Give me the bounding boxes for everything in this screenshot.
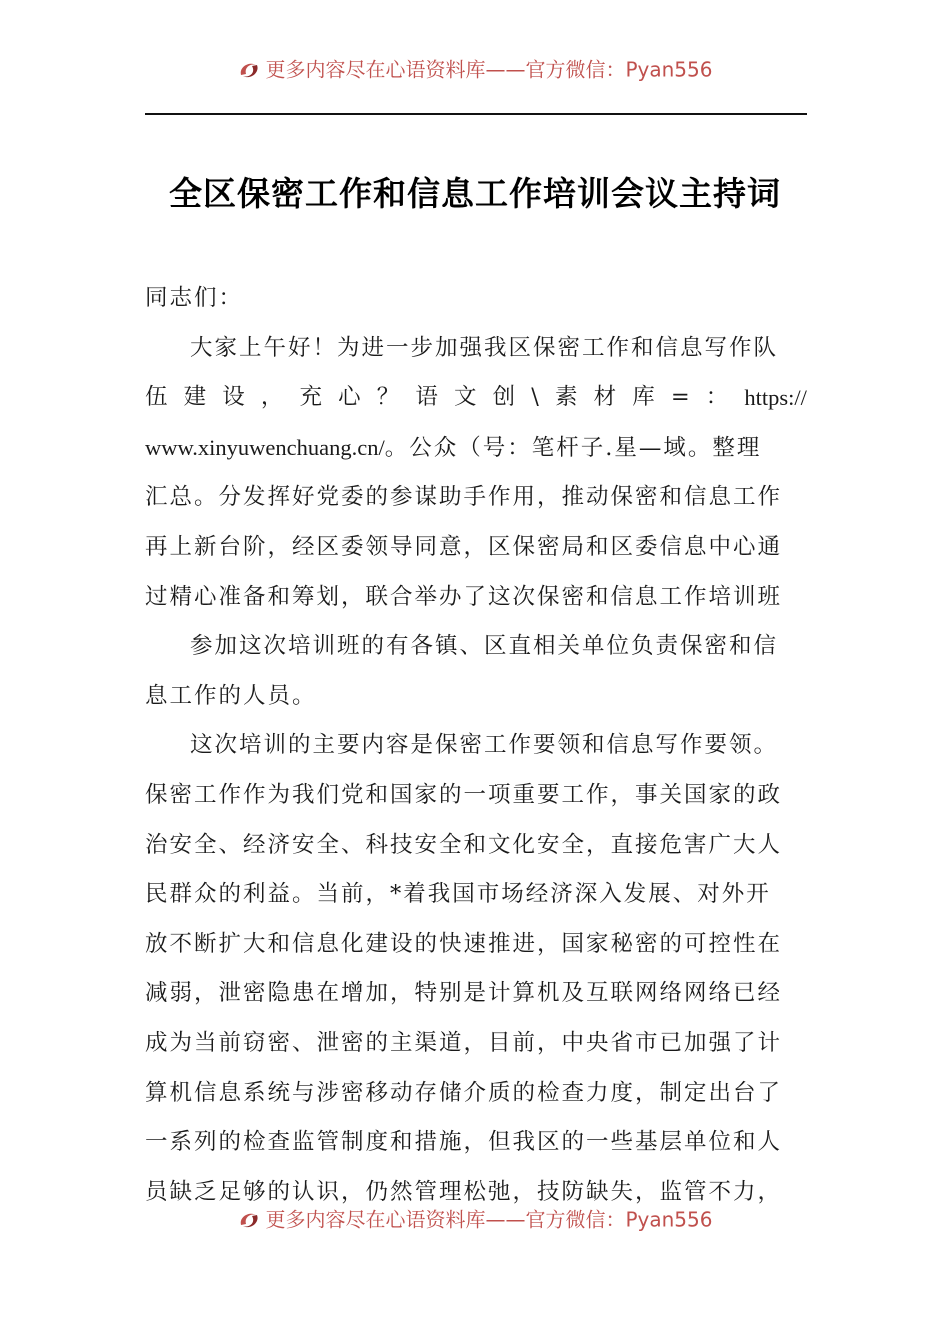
paragraph-1-line-6: 过精心准备和筹划，联合举办了这次保密和信息工作培训班: [145, 583, 783, 610]
paragraph-2-line-2: 息工作的人员。: [145, 682, 317, 709]
paragraph-3-line-5: 放不断扩大和信息化建设的快速推进，国家秘密的可控性在: [145, 930, 783, 957]
spread-char: ？: [376, 384, 402, 411]
website-url: www.xinyuwenchuang.cn/: [145, 434, 385, 460]
paragraph-3-line-2: 保密工作作为我们党和国家的一项重要工作，事关国家的政: [145, 781, 783, 808]
paragraph-3-line-6: 减弱，泄密隐患在增加，特别是计算机及互联网络网络已经: [145, 980, 783, 1007]
spread-char: 创: [492, 384, 518, 411]
header-divider: [145, 113, 807, 115]
paragraph-2-line-1: 参加这次培训班的有各镇、区直相关单位负责保密和信: [190, 633, 779, 660]
red-swirl-logo-icon: [237, 1209, 261, 1231]
spread-char: https://: [744, 385, 807, 411]
red-swirl-logo-icon: [237, 59, 261, 81]
document-body: [145, 274, 807, 1217]
paragraph-3-line-1: 这次培训的主要内容是保密工作要领和信息写作要领。: [190, 732, 779, 759]
spread-char: 材: [593, 384, 619, 411]
spread-char: =: [670, 384, 692, 411]
header-banner-text: 更多内容尽在心语资料库——官方微信：Pyan556: [265, 57, 713, 82]
paragraph-1: [145, 324, 807, 374]
spread-char: ，: [260, 384, 286, 411]
paragraph-1-line-5: 再上新台阶，经区委领导同意，区保密局和区委信息中心通: [145, 533, 783, 560]
paragraph-3-line-10: 员缺乏足够的认识，仍然管理松弛，技防缺失，监管不力，: [145, 1178, 783, 1205]
paragraph-1-line-4: 汇总。分发挥好党委的参谋助手作用，推动保密和信息工作: [145, 484, 783, 511]
spread-char: 伍: [145, 384, 170, 411]
greeting: 同志们：: [145, 285, 244, 311]
spread-char: 设: [222, 384, 247, 411]
spread-char: \: [531, 384, 541, 411]
paragraph-1-line-3: [145, 423, 807, 474]
paragraph-3: [145, 721, 807, 771]
footer-banner: [0, 1206, 950, 1232]
paragraph-3-line-7: 成为当前窃密、泄密的主渠道，目前，中央省市已加强了计: [145, 1029, 783, 1056]
footer-banner-text: 更多内容尽在心语资料库——官方微信：Pyan556: [265, 1207, 713, 1232]
paragraph-1-line-1: 大家上午好！为进一步加强我区保密工作和信息写作队: [190, 334, 779, 361]
spread-char: 充: [299, 384, 325, 411]
spread-char: 建: [183, 384, 209, 411]
paragraph-1-line-2: [145, 373, 807, 423]
paragraph-3-line-4: 民群众的利益。当前，*着我国市场经济深入发展、对外开: [145, 881, 771, 908]
paragraph-3-line-8: 算机信息系统与涉密移动存储介质的检查力度，制定出台了: [145, 1079, 783, 1106]
spread-char: 素: [554, 384, 580, 411]
spread-char: 文: [454, 384, 479, 411]
paragraph-2: [145, 622, 807, 672]
header-banner: [0, 56, 950, 82]
spread-char: 心: [338, 384, 363, 411]
spread-char: 语: [415, 384, 440, 411]
spread-char: ：: [705, 384, 731, 411]
paragraph-3-line-3: 治安全、经济安全、科技安全和文化安全，直接危害广大人: [145, 831, 783, 858]
document-title: 全区保密工作和信息工作培训会议主持词: [169, 174, 781, 213]
paragraph-1-line-3-rest: 。公众（号：笔杆子.星—域。整理: [384, 434, 762, 461]
spread-char: 库: [632, 384, 657, 411]
paragraph-3-line-9: 一系列的检查监管制度和措施，但我区的一些基层单位和人: [145, 1129, 783, 1156]
